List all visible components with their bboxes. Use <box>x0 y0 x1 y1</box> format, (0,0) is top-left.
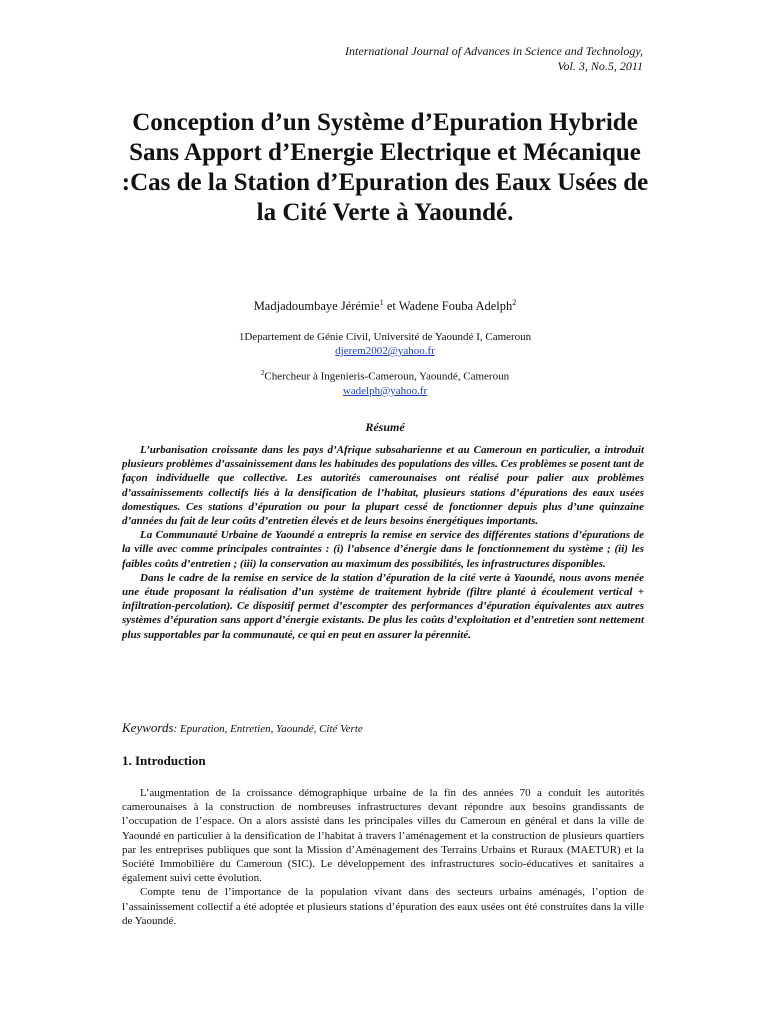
author-connector: et <box>383 299 399 314</box>
author-1: Madjadoumbaye Jérémie <box>253 299 380 314</box>
affiliation-1-email-link[interactable]: djerem2002@yahoo.fr <box>335 345 435 357</box>
author-2: Wadene Fouba Adelph <box>398 299 513 314</box>
affiliation-2-ref: 2 <box>260 369 265 377</box>
introduction-paragraph-1: L’augmentation de la croissance démographique urbaine de la fin des années 70 a conduit les autorités camerounaises à la construction de nombreuses infrastructures devant répondre aux besoins grandissants de l’occupation de l’espace. On a alors assisté dans les principales villes du Cameroun en général et dans la ville de Yaoundé en particulier à la densification de l’habitat à travers l’aménagement et la construction de plusieurs quartiers par les entreprises publiques que sont la Mission d’Aménagement des Terrains Urbains et Ruraux (MAETUR) et la Société Immobilière du Cameroun (SIC). Le développement des infrastructures socio-éducatives et sanitaires a également suivi cette évolution. <box>122 787 644 885</box>
affiliation-1 <box>120 330 650 358</box>
affiliation-2-text: Chercheur à Ingenieris-Cameroun, Yaoundé, Cameroun <box>264 370 510 383</box>
journal-name: International Journal of Advances in Science and Technology, <box>345 44 643 58</box>
paper-title: Conception d’un Système d’Epuration Hybride Sans Apport d’Energie Electrique et Mécanique :Cas de la Station d’Epuration des Eaux Usées de la Cité Verte à Yaoundé. <box>121 109 649 226</box>
introduction-paragraph-2: Compte tenu de l’importance de la population vivant dans des secteurs urbains aménagés, l’option de l’assainissement collectif a été adoptée et plusieurs stations d’épuration des eaux usées ont été construites dans la ville de Yaoundé. <box>122 886 644 927</box>
affiliation-2 <box>120 366 650 398</box>
authors-line <box>120 298 650 314</box>
author-2-ref: 2 <box>512 298 517 307</box>
keywords-line <box>122 720 644 736</box>
abstract-body <box>122 443 644 642</box>
introduction-body <box>122 786 644 928</box>
journal-header <box>143 44 643 74</box>
keywords-separator: : <box>173 723 180 735</box>
abstract-paragraph-2: La Communauté Urbaine de Yaoundé a entrepris la remise en service des différentes stations d’épurations de la ville avec comme principales contraintes : (i) l’absence d’énergie dans le fonctionnement du système ; (ii) les faibles coûts d’entretien ; (iii) la conservation au maximum des possibilités, les infrastructures disponibles. <box>122 529 644 570</box>
abstract-paragraph-3: Dans le cadre de la remise en service de la station d’épuration de la cité verte à Yaoundé, nous avons menée une étude proposant la réalisation d’un système de traitement hybride (filtre planté à écoulement vertical + infiltration-percolation). Ce dispositif permet d’escompter des performances d’épuration équivalentes aux autres systèmes d’épuration sans apport d’énergie existants. De plus les coûts d’exploitation et d’entretien sont nettement plus supportables par la communauté, ce qui en peut en assurer la pérennité. <box>122 571 644 641</box>
keywords-label: Keywords <box>122 720 174 735</box>
abstract-paragraph-1: L’urbanisation croissante dans les pays d’Afrique subsaharienne et au Cameroun en particulier, a introduit plusieurs problèmes d’assainissement dans les habitudes des populations des villes. Ces problèmes se posent tant de façon individuelle que collective. Les autorités camerounaises ont réalisé pour palier aux problèmes d’assainissements collectifs liés à la densification de l’habitat, plusieurs stations d’épurations des eaux usées domestiques. Ces stations d’épuration ou pour la plupart cessé de fonctionner depuis plus d’une quinzaine d’années du fait de leur coûts d’entretien élevés et de leurs besoins énergétiques importants. <box>122 444 644 528</box>
keywords-list: Epuration, Entretien, Yaoundé, Cité Verte <box>179 723 363 735</box>
author-1-ref: 1 <box>379 298 384 307</box>
affiliation-2-email-link[interactable]: wadelph@yahoo.fr <box>342 384 428 397</box>
section-heading-introduction: 1. Introduction <box>122 753 206 768</box>
abstract-heading: Résumé <box>365 420 405 434</box>
affiliation-1-text: 1Departement de Génie Civil, Université de Yaoundé I, Cameroun <box>238 331 532 343</box>
journal-volume: Vol. 3, No.5, 2011 <box>557 59 643 73</box>
